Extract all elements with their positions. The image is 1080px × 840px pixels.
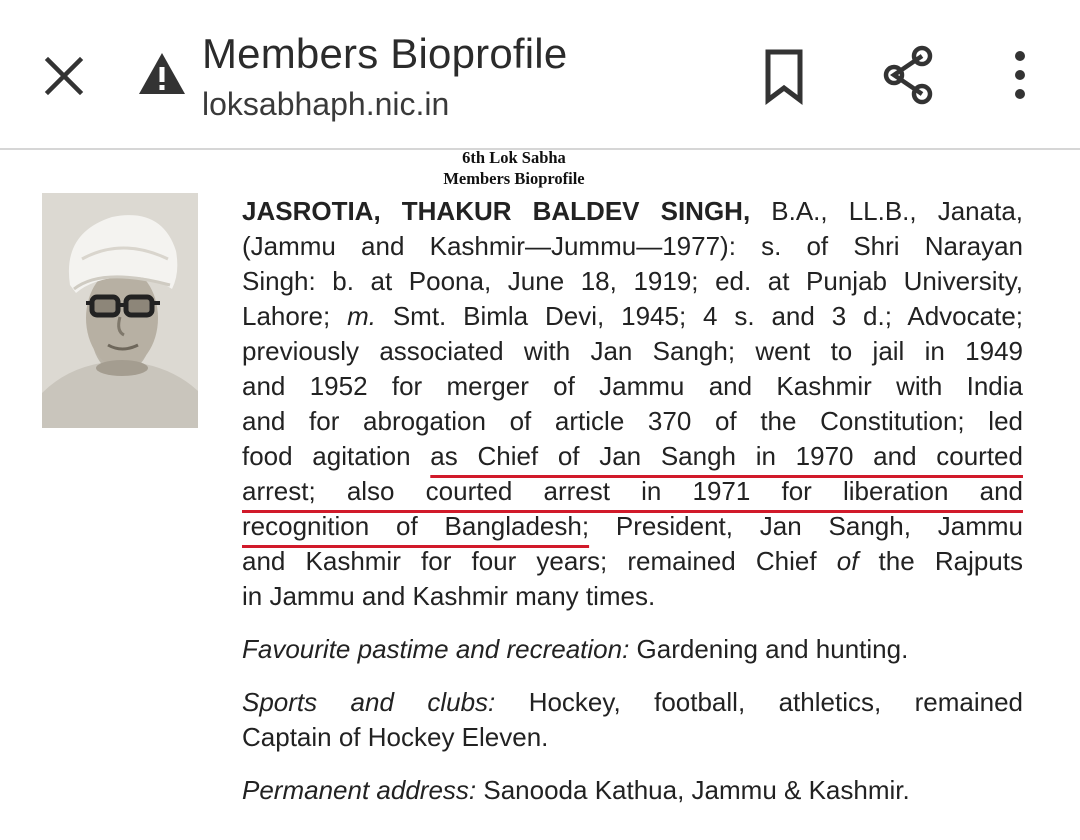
document-header	[0, 147, 1028, 189]
sports-label: Sports and clubs:	[242, 687, 496, 717]
bio-text: food agitation	[242, 441, 431, 471]
close-icon	[44, 56, 84, 96]
bookmark-icon	[756, 46, 812, 106]
pastime-paragraph	[242, 632, 1023, 667]
bioprofile-heading: Members Bioprofile	[443, 169, 585, 188]
bio-text: B.A., LL.B., Janata,	[750, 196, 1024, 226]
bio-text: and Kashmir for four years; remained Chief	[242, 546, 837, 576]
bio-text: of	[836, 546, 859, 576]
lok-sabha-heading: 6th Lok Sabha	[462, 148, 566, 167]
more-vert-icon	[1000, 48, 1040, 104]
address-label: Permanent address:	[242, 775, 477, 805]
bio-text: and for abrogation of article 370 of the Constitution; led	[242, 406, 1023, 436]
highlighted-text: arrest; also courted arrest in 1971 for liberation and	[242, 476, 1023, 506]
share-button[interactable]	[878, 44, 938, 106]
bio-text: Lahore;	[242, 301, 348, 331]
highlighted-text: as Chief of Jan Sangh in 1970 and courted	[430, 441, 1023, 471]
sports-paragraph	[242, 685, 1023, 755]
highlighted-text: recognition of Bangladesh;	[242, 511, 590, 541]
share-icon	[878, 44, 938, 106]
address-paragraph	[242, 773, 1023, 808]
pastime-value: Gardening and hunting.	[629, 634, 909, 664]
member-bio-paragraph	[242, 194, 1023, 614]
bio-text: in Jammu and Kashmir many times.	[242, 581, 656, 611]
bio-text: Smt. Bimla Devi, 1945; 4 s. and 3 d.; Advocate;	[375, 301, 1024, 331]
member-name: JASROTIA, THAKUR BALDEV SINGH,	[242, 196, 751, 226]
member-photo	[42, 193, 198, 428]
sports-value-cont: Captain of Hockey Eleven.	[242, 722, 549, 752]
bio-text: and 1952 for merger of Jammu and Kashmir with India	[242, 371, 1023, 401]
bookmark-button[interactable]	[756, 46, 812, 106]
bio-text: (Jammu and Kashmir—Jummu—1977): s. of Shri Narayan	[242, 231, 1023, 261]
bio-text: m.	[347, 301, 376, 331]
sports-value: Hockey, football, athletics, remained	[495, 687, 1023, 717]
bio-text: previously associated with Jan Sangh; went to jail in 1949	[242, 336, 1023, 366]
pastime-label: Favourite pastime and recreation:	[242, 634, 630, 664]
page-url[interactable]: loksabhaph.nic.in	[202, 86, 450, 122]
more-options-button[interactable]	[1000, 48, 1040, 104]
bio-text: Singh: b. at Poona, June 18, 1919; ed. at Punjab University,	[242, 266, 1023, 296]
page-title: Members Bioprofile	[202, 30, 568, 77]
address-value: Sanooda Kathua, Jammu & Kashmir.	[476, 775, 910, 805]
bio-text: the Rajputs	[858, 546, 1023, 576]
warning-icon[interactable]	[136, 48, 188, 100]
close-button[interactable]	[36, 48, 92, 104]
browser-toolbar	[0, 0, 1080, 150]
bio-text: President, Jan Sangh, Jammu	[589, 511, 1023, 541]
